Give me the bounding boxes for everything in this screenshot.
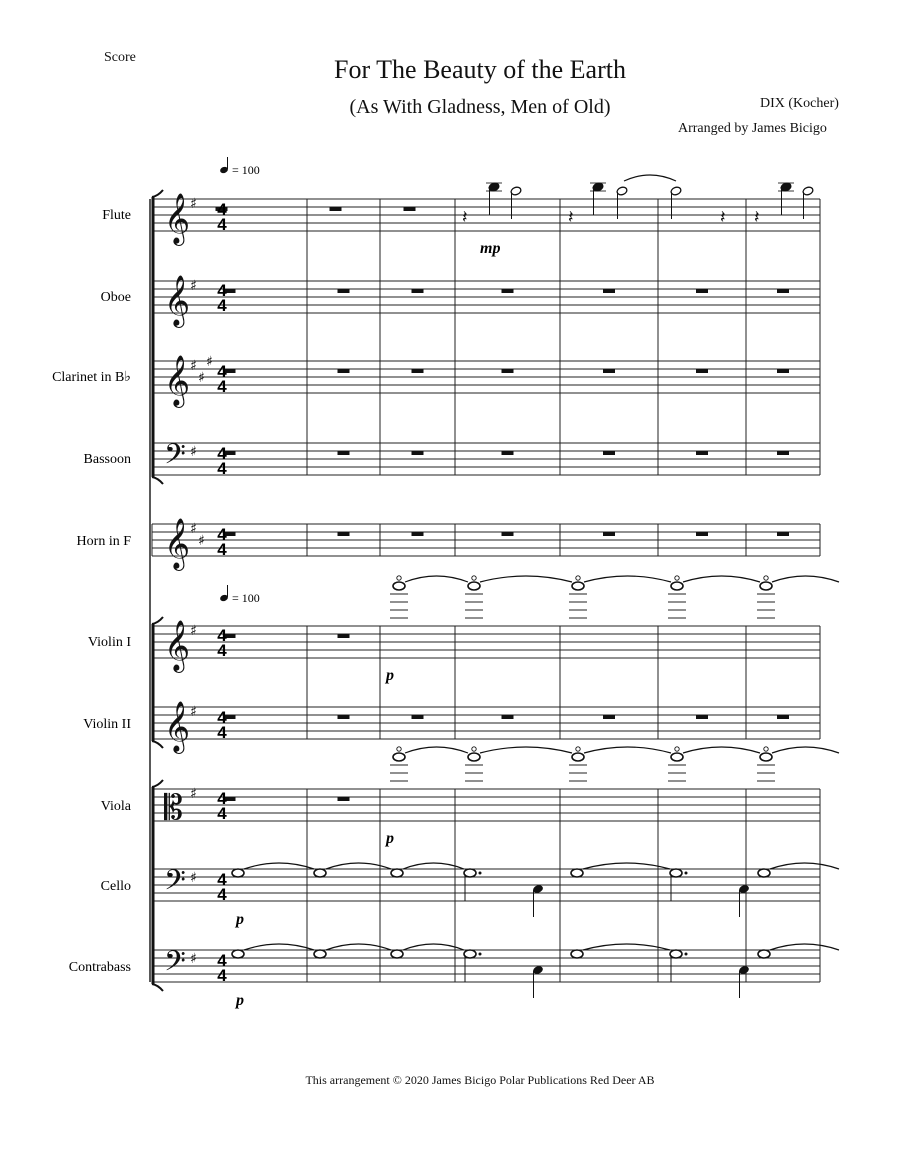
arranger-credit: Arranged by James Bicigo [678,121,827,136]
whole-rest-clarinet [603,369,615,373]
composer-credit: DIX (Kocher) [760,96,839,111]
violin-1-whole-note [572,582,584,590]
quarter-rest: 𝄽 [568,207,574,228]
whole-rest-bassoon [777,451,789,455]
clef-oboe: 𝄞 [164,275,191,326]
key-sharp-horn: ♯ [198,533,205,549]
copyright-notice: This arrangement © 2020 James Bicigo Polar Publications Red Deer AB [305,1073,655,1087]
whole-rest-oboe [338,289,350,293]
instrument-name-viola: Viola [100,799,131,814]
instrument-name-cello: Cello [100,879,131,894]
bracket-cap-bottom [152,984,163,991]
violin-1-tie [584,576,671,582]
staves-group [150,175,839,998]
ts-top-cello: 4 [217,870,227,889]
viola-whole-note [671,753,683,761]
cello-dot [685,872,688,875]
whole-rest-clarinet [412,369,424,373]
ts-bottom-clarinet: 4 [217,377,227,396]
time-signatures [217,200,227,985]
contrabass-note [571,950,583,958]
viola-whole-note [468,753,480,761]
bracket-cap-bottom [152,477,163,484]
violin-1-whole-note-harmonic [764,576,768,580]
whole-rest-violin-1 [338,634,350,638]
bracket-cap-top [152,190,163,197]
key-sharp-viola: ♯ [190,786,197,802]
instrument-name-clarinet: Clarinet in B♭ [52,370,131,385]
ts-top-violin-1: 4 [217,626,227,645]
violin-1-tie [480,576,572,582]
dynamic-cello: p [236,911,244,928]
viola-whole-note-harmonic [472,747,476,751]
cello-tie [583,863,670,869]
contrabass-note [391,950,403,958]
cello-note [391,869,403,877]
whole-rest-bassoon [338,451,350,455]
ts-top-flute: 4 [217,200,227,219]
whole-rest-viola [338,797,350,801]
viola-whole-note [393,753,405,761]
whole-rest-horn [412,532,424,536]
ts-bottom-horn: 4 [217,540,227,559]
quarter-rest: 𝄽 [462,207,468,228]
clef-cello: 𝄢 [164,864,186,904]
key-sharp-horn: ♯ [190,521,197,537]
ts-bottom-viola: 4 [217,804,227,823]
key-sharp-cello: ♯ [190,870,197,886]
clef-flute: 𝄞 [164,193,191,244]
viola-whole-note-harmonic [576,747,580,751]
cello-tie [326,863,391,869]
instrument-name-violin-1: Violin I [87,635,131,650]
cello-note [232,869,244,877]
whole-rest-horn [502,532,514,536]
viola-whole-note [760,753,772,761]
viola-tie [772,747,839,753]
whole-rest-bassoon [603,451,615,455]
clef-clarinet: 𝄞 [164,355,191,406]
key-sharp-violin-1: ♯ [190,623,197,639]
whole-rest-flute [330,207,342,211]
whole-rest-violin-2 [502,715,514,719]
ts-top-oboe: 4 [217,281,227,300]
clef-contrabass: 𝄢 [164,945,186,985]
key-sharp-clarinet: ♯ [198,370,205,386]
violin-1-whole-note-harmonic [397,576,401,580]
ts-top-clarinet: 4 [217,362,227,381]
ts-top-horn: 4 [217,525,227,544]
viola-whole-note-harmonic [397,747,401,751]
piece-subtitle: (As With Gladness, Men of Old) [349,96,611,118]
instrument-name-horn: Horn in F [76,534,131,549]
ts-bottom-bassoon: 4 [217,459,227,478]
whole-rest-clarinet [502,369,514,373]
contrabass-dot [479,953,482,956]
instrument-name-oboe: Oboe [100,290,131,305]
key-sharp-clarinet: ♯ [206,354,213,370]
quarter-rest: 𝄽 [720,207,726,228]
whole-rest-bassoon [502,451,514,455]
violin-1-whole-note [468,582,480,590]
viola-whole-note-harmonic [675,747,679,751]
instrument-name-contrabass: Contrabass [68,960,131,975]
cello-tie [244,863,314,869]
viola-tie [405,747,468,753]
instrument-name-flute: Flute [102,208,131,223]
clef-violin-1: 𝄞 [164,620,191,671]
instrument-name-violin-2: Violin II [83,717,131,732]
contrabass-note [232,950,244,958]
whole-rest-violin-2 [412,715,424,719]
ts-top-bassoon: 4 [217,444,227,463]
whole-rest-violin-2 [777,715,789,719]
contrabass-note [758,950,770,958]
instrument-name-bassoon: Bassoon [83,452,131,467]
bracket-cap-bottom [152,741,163,748]
cello-tie [770,863,839,869]
violin-1-tie [405,576,468,582]
ts-bottom-oboe: 4 [217,296,227,315]
bracket-cap-top [152,617,163,624]
whole-rest-violin-2 [603,715,615,719]
violin-1-tie [772,576,839,582]
clef-horn: 𝄞 [164,518,191,569]
whole-rest-oboe [696,289,708,293]
whole-rest-bassoon [412,451,424,455]
cello-note [571,869,583,877]
piece-title: For The Beauty of the Earth [334,55,626,84]
dynamic-violin-1: p [386,667,394,684]
contrabass-note [314,950,326,958]
dynamic-contrabass: p [236,992,244,1009]
violin-1-whole-note-harmonic [576,576,580,580]
clef-violin-2: 𝄞 [164,701,191,752]
contrabass-tie [244,944,314,950]
contrabass-dot [685,953,688,956]
key-sharp-oboe: ♯ [190,278,197,294]
viola-tie [584,747,671,753]
whole-rest-clarinet [777,369,789,373]
tempo-text-strings: = 100 [232,591,260,605]
viola-whole-note [572,753,584,761]
ts-bottom-contrabass: 4 [217,966,227,985]
key-sharp-bassoon: ♯ [190,444,197,460]
bracket-cap-top [152,780,163,787]
flute-tie [624,175,676,181]
violin-1-tie [683,576,760,582]
key-sharp-flute: ♯ [190,196,197,212]
whole-rest-violin-2 [696,715,708,719]
contrabass-tie [583,944,670,950]
whole-rest-horn [603,532,615,536]
cello-note [758,869,770,877]
violin-1-whole-note [760,582,772,590]
ts-bottom-cello: 4 [217,885,227,904]
whole-rest-bassoon [696,451,708,455]
contrabass-note [464,950,476,958]
contrabass-note [670,950,682,958]
quarter-rest: 𝄽 [754,207,760,228]
whole-rest-horn [696,532,708,536]
ts-top-viola: 4 [217,789,227,808]
whole-rest-oboe [502,289,514,293]
whole-rest-violin-2 [338,715,350,719]
key-sharp-contrabass: ♯ [190,951,197,967]
ts-bottom-violin-2: 4 [217,723,227,742]
whole-rest-flute [404,207,416,211]
cello-note [670,869,682,877]
cello-dot [479,872,482,875]
viola-tie [480,747,572,753]
viola-tie [683,747,760,753]
whole-rest-oboe [412,289,424,293]
whole-rest-horn [777,532,789,536]
violin-1-whole-note-harmonic [472,576,476,580]
tempo-marking-winds [219,157,260,177]
tempo-marking-strings [219,585,260,605]
ts-bottom-violin-1: 4 [217,641,227,660]
cello-note [314,869,326,877]
dynamic-viola: p [386,830,394,847]
clef-viola: 𝄡 [164,788,183,828]
clef-bassoon: 𝄢 [164,438,186,478]
key-sharp-violin-2: ♯ [190,704,197,720]
key-sharp-clarinet: ♯ [190,358,197,374]
violin-1-whole-note [393,582,405,590]
score-label: Score [104,50,136,65]
whole-rest-oboe [777,289,789,293]
contrabass-tie [326,944,391,950]
viola-whole-note-harmonic [764,747,768,751]
ts-bottom-flute: 4 [217,215,227,234]
whole-rest-clarinet [696,369,708,373]
contrabass-tie [770,944,839,950]
whole-rest-horn [338,532,350,536]
violin-1-whole-note [671,582,683,590]
ts-top-contrabass: 4 [217,951,227,970]
dynamic-flute: mp [480,240,501,257]
cello-note [464,869,476,877]
tempo-text-winds: = 100 [232,163,260,177]
ts-top-violin-2: 4 [217,708,227,727]
violin-1-whole-note-harmonic [675,576,679,580]
whole-rest-oboe [603,289,615,293]
whole-rest-clarinet [338,369,350,373]
